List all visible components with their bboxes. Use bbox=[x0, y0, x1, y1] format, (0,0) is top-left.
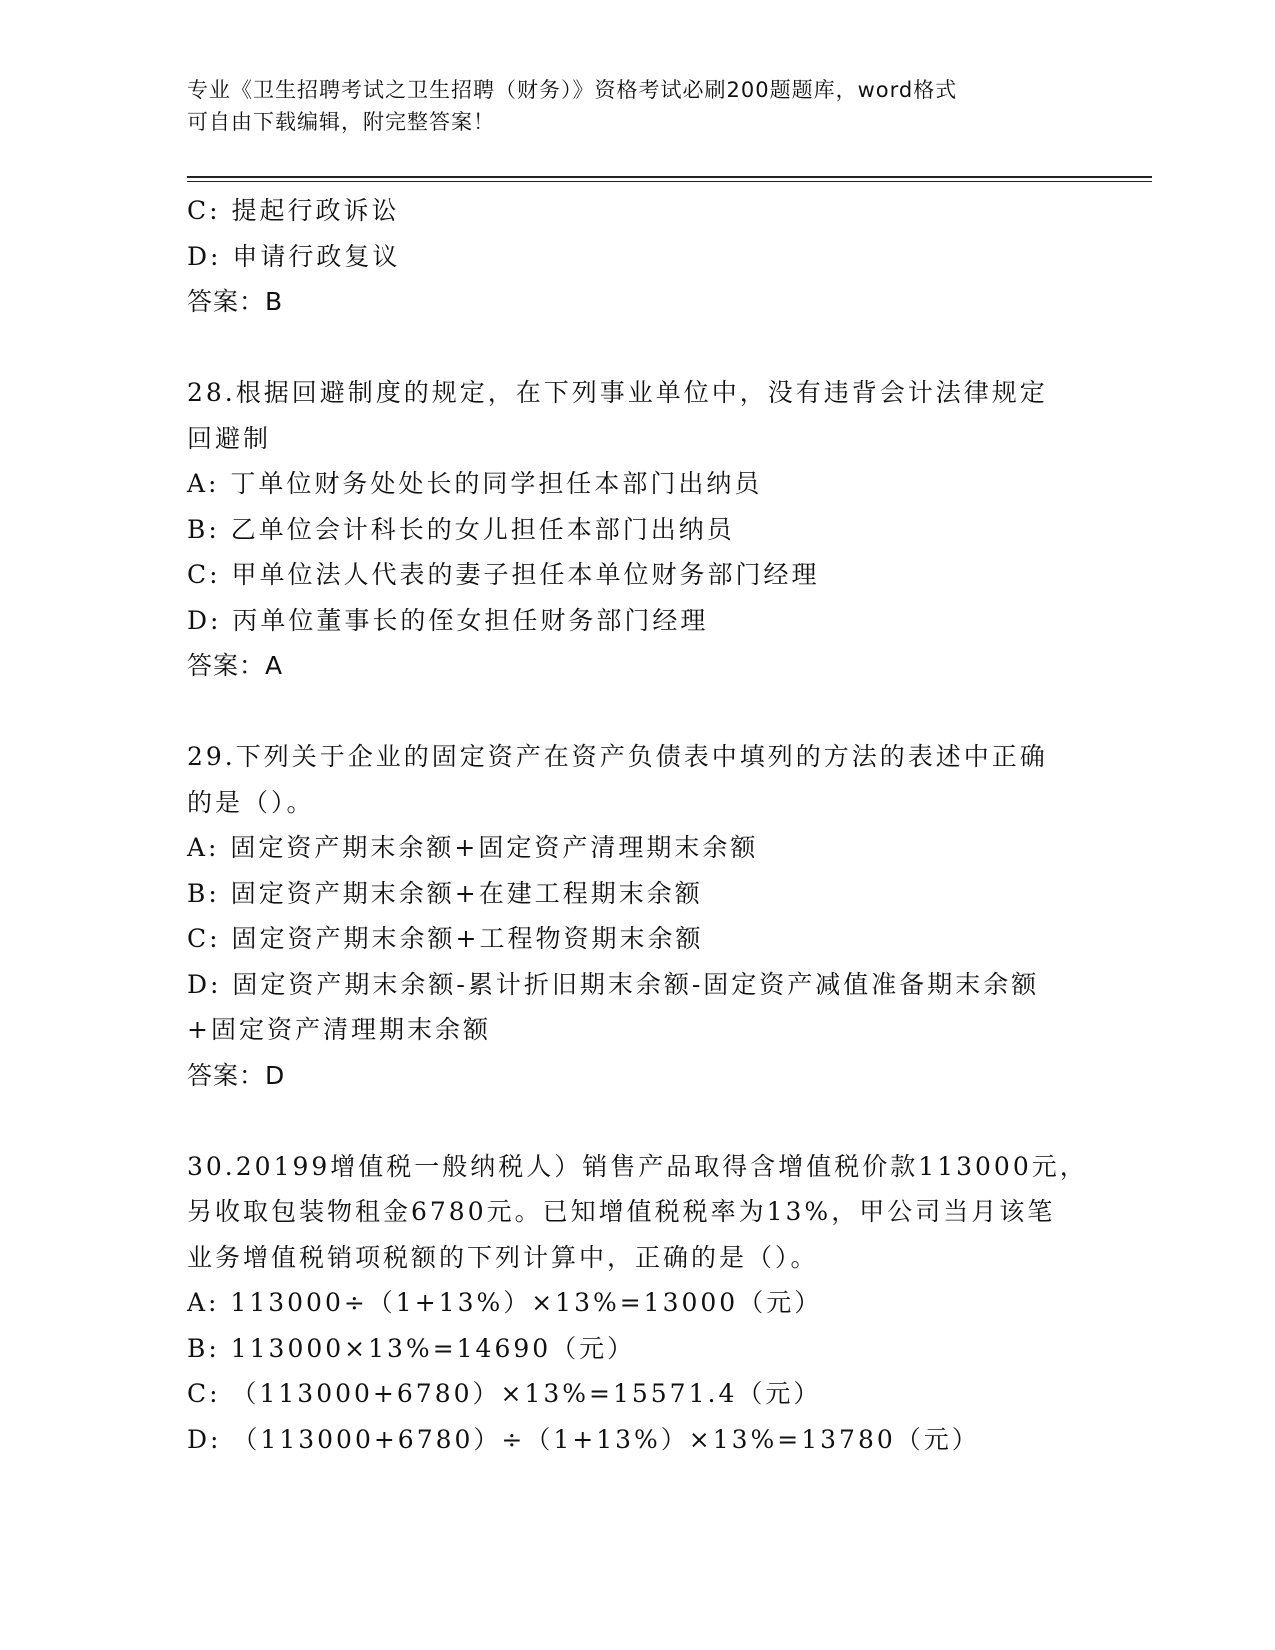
option-a: A: 113000÷（1+13%）×13%=13000（元） bbox=[187, 1288, 823, 1317]
answer-line: 答案：A bbox=[187, 651, 284, 680]
option-b: B: 113000×13%=14690（元） bbox=[187, 1333, 636, 1363]
option-b: B: 乙单位会计科长的女儿担任本部门出纳员 bbox=[187, 514, 735, 544]
question-list bbox=[187, 188, 1087, 1462]
option-a: A: 丁单位财务处处长的同学担任本部门出纳员 bbox=[187, 469, 763, 498]
question-stem-cont: 回避制 bbox=[187, 423, 272, 453]
header-line-2: 可自由下载编辑，附完整答案！ bbox=[187, 110, 495, 134]
question-28 bbox=[187, 370, 1087, 689]
option-c: C: （113000+6780）×13%=15571.4（元） bbox=[187, 1379, 822, 1408]
question-stem-cont-2: 业务增值税销项税额的下列计算中，正确的是（）。 bbox=[187, 1242, 819, 1272]
option-a: A: 固定资产期末余额+固定资产清理期末余额 bbox=[187, 833, 759, 862]
option-c: C: 固定资产期末余额+工程物资期末余额 bbox=[187, 924, 704, 953]
option-d-cont: +固定资产清理期末余额 bbox=[187, 1015, 491, 1044]
question-stem: 29.下列关于企业的固定资产在资产负债表中填列的方法的表述中正确 bbox=[187, 742, 1048, 771]
option-c: C: 提起行政诉讼 bbox=[187, 196, 400, 225]
option-d: D: （113000+6780）÷（1+13%）×13%=13780（元） bbox=[187, 1424, 980, 1454]
document-header bbox=[187, 74, 1087, 138]
header-divider-thin bbox=[187, 181, 1152, 182]
option-d: D: 丙单位董事长的侄女担任财务部门经理 bbox=[187, 605, 709, 635]
question-27 bbox=[187, 188, 1087, 325]
question-stem-cont: 的是（）。 bbox=[187, 787, 315, 817]
option-b: B: 固定资产期末余额+在建工程期末余额 bbox=[187, 878, 703, 908]
option-d: D: 申请行政复议 bbox=[187, 241, 401, 271]
question-stem: 28.根据回避制度的规定，在下列事业单位中，没有违背会计法律规定 bbox=[187, 378, 1048, 407]
answer-line: 答案：B bbox=[187, 287, 284, 316]
answer-line: 答案：D bbox=[187, 1060, 286, 1090]
header-divider-thick bbox=[187, 176, 1152, 178]
header-line-1: 专业《卫生招聘考试之卫生招聘（财务）》资格考试必刷200题题库，word格式 bbox=[187, 78, 958, 102]
option-c: C: 甲单位法人代表的妻子担任本单位财务部门经理 bbox=[187, 560, 820, 589]
question-30 bbox=[187, 1144, 1087, 1463]
option-d: D: 固定资产期末余额-累计折旧期末余额-固定资产减值准备期末余额 bbox=[187, 969, 1040, 999]
question-29 bbox=[187, 734, 1087, 1098]
question-stem: 30.20199增值税一般纳税人）销售产品取得含增值税价款113000元， bbox=[187, 1151, 1088, 1181]
question-stem-cont: 另收取包装物租金6780元。已知增值税税率为13%，甲公司当月该笔 bbox=[187, 1197, 1056, 1226]
